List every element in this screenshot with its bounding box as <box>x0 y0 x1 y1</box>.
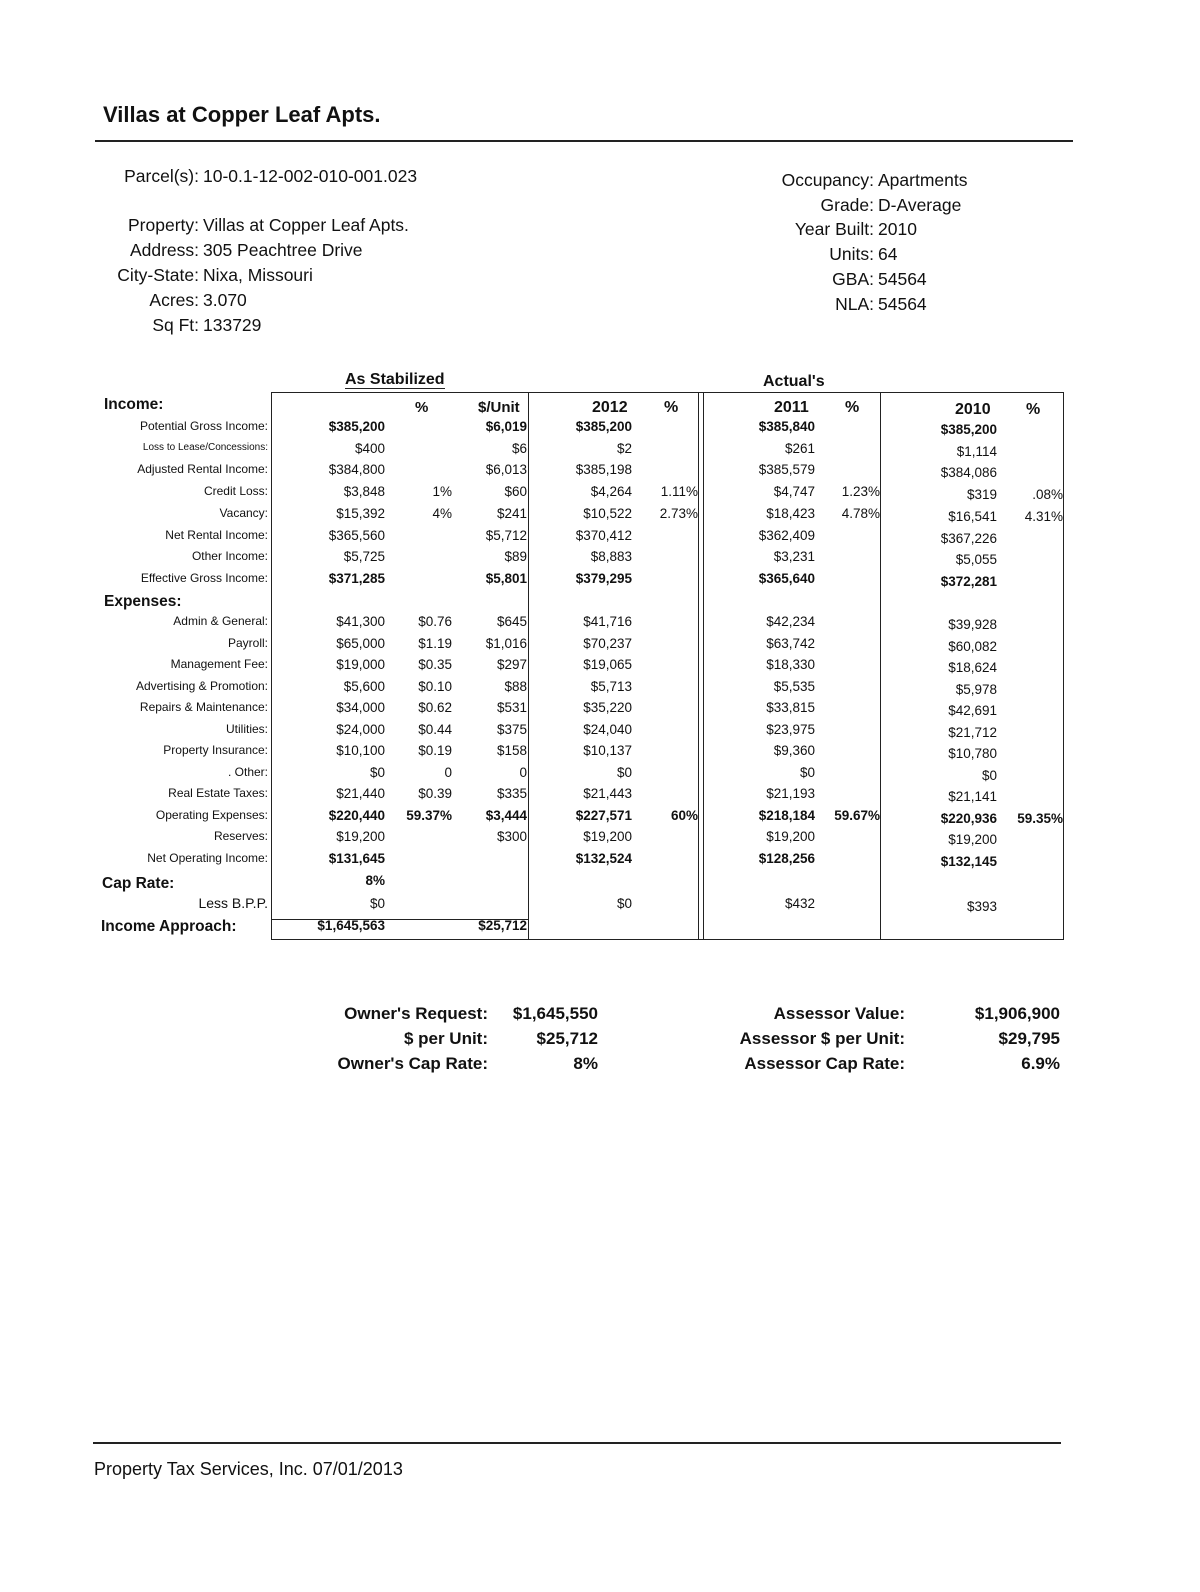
cell-stab: $220,440 <box>328 808 385 823</box>
cell-stab-unit: $375 <box>496 722 527 737</box>
income-approach-label: Income Approach: <box>101 918 237 935</box>
cell-stab-unit: $241 <box>496 506 527 521</box>
cell-stab: $400 <box>354 441 385 456</box>
cell-y2010: $220,936 <box>940 811 997 826</box>
row-label: Property Insurance: <box>163 743 268 757</box>
cell-stab: $19,200 <box>336 829 385 844</box>
cell-y2011-pct: 59.67% <box>834 808 880 823</box>
row-label: Reserves: <box>213 829 268 843</box>
cell-y2010: $42,691 <box>948 703 997 718</box>
cell-y2011: $385,840 <box>758 419 815 434</box>
cell-y2012-pct: 2.73% <box>659 506 698 521</box>
cell-y2012-pct: 60% <box>670 808 698 823</box>
cell-stab-unit: $6 <box>511 441 527 456</box>
grade-value: D-Average <box>878 195 962 215</box>
cell-y2011: $23,975 <box>766 722 815 737</box>
cell-stab: $10,100 <box>336 743 385 758</box>
units-value: 64 <box>878 244 898 264</box>
cell-y2012: $19,065 <box>583 657 632 672</box>
row-label: Net Rental Income: <box>165 528 268 542</box>
cell-y2010: $1,114 <box>956 444 997 459</box>
cell-y2012: $2 <box>616 441 632 456</box>
cell-y2012: $41,716 <box>583 614 632 629</box>
cell-stab: $41,300 <box>336 614 385 629</box>
row-label: Management Fee: <box>170 657 268 671</box>
cell-y2012: $385,198 <box>575 462 632 477</box>
year-built-value: 2010 <box>878 219 917 239</box>
cell-stab-pct: 4% <box>432 506 452 521</box>
cell-stab: $65,000 <box>336 636 385 651</box>
cell-y2011: $3,231 <box>773 549 815 564</box>
nla-value: 54564 <box>878 294 927 314</box>
assessor-value-value: $1,906,900 <box>974 1004 1060 1023</box>
acres-label: Acres: <box>149 290 199 310</box>
row-label: Adjusted Rental Income: <box>137 462 268 476</box>
cell-stab-unit: $5,801 <box>485 571 527 586</box>
cell-y2011: $63,742 <box>766 636 815 651</box>
y2010-header: 2010 <box>955 401 991 418</box>
cell-stab: $15,392 <box>336 506 385 521</box>
cell-y2010: $0 <box>981 768 997 783</box>
income-section-label: Income: <box>104 396 164 413</box>
cell-y2012: $370,412 <box>575 528 632 543</box>
cell-stab-unit: $6,019 <box>485 419 527 434</box>
cell-y2012: $0 <box>616 765 632 780</box>
cell-stab: $365,560 <box>328 528 385 543</box>
row-label: . Other: <box>227 765 268 779</box>
cell-stab-pct: 1% <box>432 484 452 499</box>
cell-y2010: $39,928 <box>948 617 997 632</box>
cell-y2011: $0 <box>799 765 815 780</box>
page-title: Villas at Copper Leaf Apts. <box>103 102 381 127</box>
gba-value: 54564 <box>878 269 927 289</box>
row-label: Effective Gross Income: <box>140 571 268 585</box>
cell-y2010: $5,978 <box>955 682 997 697</box>
y2012-pct-header: % <box>664 399 679 416</box>
cell-stab-pct: $0.19 <box>418 743 452 758</box>
row-label: Credit Loss: <box>203 484 268 498</box>
cell-stab-pct: $0.39 <box>418 786 452 801</box>
cell-y2012: $5,713 <box>590 679 632 694</box>
cell-y2012: $21,443 <box>583 786 632 801</box>
occupancy-label: Occupancy: <box>781 170 874 190</box>
row-label: Admin & General: <box>173 614 268 628</box>
row-label: Advertising & Promotion: <box>135 679 268 693</box>
cell-stab-unit: $88 <box>504 679 527 694</box>
property-value: Villas at Copper Leaf Apts. <box>203 215 409 235</box>
city-state-label: City-State: <box>117 265 199 285</box>
city-state-value: Nixa, Missouri <box>203 265 313 285</box>
assessor-value-label: Assessor Value: <box>773 1004 905 1023</box>
year-built-label: Year Built: <box>794 219 874 239</box>
actuals-header: Actual's <box>763 373 825 390</box>
cell-y2010: $132,145 <box>940 854 997 869</box>
cell-stab-unit: $5,712 <box>485 528 527 543</box>
cell-stab: $5,600 <box>343 679 385 694</box>
owner-per-unit-label: $ per Unit: <box>403 1029 488 1048</box>
cell-y2010: $393 <box>966 899 997 914</box>
cell-stab-pct: $0.35 <box>418 657 452 672</box>
cell-y2010: $5,055 <box>955 552 997 567</box>
owner-cap-rate-label: Owner's Cap Rate: <box>337 1054 488 1073</box>
cell-stab: $19,000 <box>336 657 385 672</box>
cell-stab: $371,285 <box>328 571 385 586</box>
cell-stab-pct: 59.37% <box>406 808 452 823</box>
cell-y2010: $16,541 <box>948 509 997 524</box>
cell-y2011: $362,409 <box>758 528 815 543</box>
cell-stab-unit: $300 <box>496 829 527 844</box>
cell-stab: 8% <box>365 873 385 888</box>
cell-stab-unit: $297 <box>496 657 527 672</box>
cell-stab: $0 <box>369 896 385 911</box>
cell-stab-unit: $89 <box>504 549 527 564</box>
cell-y2011: $218,184 <box>758 808 815 823</box>
cell-y2010-pct: .08% <box>1032 487 1063 502</box>
cell-y2010: $21,712 <box>948 725 997 740</box>
cell-stab: $384,800 <box>328 462 385 477</box>
footer-divider <box>93 1442 1061 1444</box>
cell-y2011: $385,579 <box>758 462 815 477</box>
address-label: Address: <box>129 240 199 260</box>
cell-stab-unit: $3,444 <box>485 808 527 823</box>
cell-y2012: $132,524 <box>575 851 632 866</box>
title-divider <box>95 140 1073 142</box>
sqft-label: Sq Ft: <box>152 315 199 335</box>
row-label: Operating Expenses: <box>155 808 268 822</box>
cell-y2012: $10,137 <box>583 743 632 758</box>
cell-y2012: $10,522 <box>583 506 632 521</box>
assessor-per-unit-label: Assessor $ per Unit: <box>739 1029 905 1048</box>
cell-y2012-pct: 1.11% <box>660 484 698 499</box>
assessor-per-unit-value: $29,795 <box>998 1029 1060 1048</box>
cell-stab-unit: $6,013 <box>485 462 527 477</box>
cell-stab-unit: $335 <box>496 786 527 801</box>
row-label: Vacancy: <box>219 506 268 520</box>
owner-per-unit-value: $25,712 <box>536 1029 598 1048</box>
cell-y2011: $9,360 <box>773 743 815 758</box>
row-label: Payroll: <box>227 636 268 650</box>
cell-stab-unit: $158 <box>496 743 527 758</box>
cell-y2010: $10,780 <box>948 746 997 761</box>
cell-stab-pct: $0.44 <box>418 722 452 737</box>
cell-stab: $24,000 <box>336 722 385 737</box>
assessor-cap-rate-label: Assessor Cap Rate: <box>744 1054 905 1073</box>
cell-y2012: $0 <box>616 896 632 911</box>
nla-label: NLA: <box>835 294 874 314</box>
cell-y2011: $365,640 <box>758 571 815 586</box>
cell-y2010-pct: 4.31% <box>1024 509 1063 524</box>
cell-stab: $3,848 <box>343 484 385 499</box>
cell-stab: $0 <box>369 765 385 780</box>
expenses-section-label: Expenses: <box>104 593 182 610</box>
cell-stab-pct: $0.76 <box>418 614 452 629</box>
parcel-label: Parcel(s): <box>124 166 199 186</box>
cell-stab-pct: $1.19 <box>418 636 452 651</box>
cell-stab: $21,440 <box>336 786 385 801</box>
row-label: Less B.P.P. <box>198 895 268 911</box>
owner-request-value: $1,645,550 <box>512 1004 598 1023</box>
cell-y2012: $8,883 <box>590 549 632 564</box>
row-label: Loss to Lease/Concessions: <box>142 442 268 453</box>
y2010-pct-header: % <box>1026 401 1041 418</box>
assessor-cap-rate-value: 6.9% <box>1021 1054 1060 1073</box>
row-label: Real Estate Taxes: <box>168 786 268 800</box>
cell-stab-pct: $0.10 <box>418 679 452 694</box>
cell-y2011: $42,234 <box>766 614 815 629</box>
cell-y2012: $19,200 <box>583 829 632 844</box>
cell-y2010: $21,141 <box>948 789 997 804</box>
cell-y2011: $18,330 <box>766 657 815 672</box>
cell-y2010: $60,082 <box>948 639 997 654</box>
cell-y2011: $18,423 <box>766 506 815 521</box>
cell-y2012: $385,200 <box>575 419 632 434</box>
occupancy-value: Apartments <box>878 170 968 190</box>
stab-pct-header: % <box>415 399 429 416</box>
cell-y2011: $19,200 <box>766 829 815 844</box>
row-label: Utilities: <box>225 722 268 736</box>
cell-y2010: $18,624 <box>948 660 997 675</box>
cell-y2011: $21,193 <box>766 786 815 801</box>
address-value: 305 Peachtree Drive <box>203 240 363 260</box>
cell-y2011-pct: 1.23% <box>841 484 880 499</box>
cell-y2012: $4,264 <box>590 484 632 499</box>
row-label: Net Operating Income: <box>147 851 268 865</box>
row-label: Potential Gross Income: <box>139 419 268 433</box>
cell-y2012: $70,237 <box>583 636 632 651</box>
cell-stab-unit: $645 <box>496 614 527 629</box>
cell-y2012: $379,295 <box>575 571 632 586</box>
cell-stab-unit: $60 <box>504 484 527 499</box>
cell-stab-unit: $531 <box>496 700 527 715</box>
cell-y2012: $24,040 <box>583 722 632 737</box>
property-label: Property: <box>128 215 199 235</box>
cell-y2010: $367,226 <box>940 531 997 546</box>
cell-y2011: $4,747 <box>773 484 815 499</box>
cell-y2011: $128,256 <box>758 851 815 866</box>
row-label: Other Income: <box>191 549 268 563</box>
units-label: Units: <box>829 244 874 264</box>
cell-y2010: $384,086 <box>940 465 997 480</box>
cell-stab-unit: $1,016 <box>485 636 527 651</box>
sqft-value: 133729 <box>203 315 262 335</box>
stab-unit-header: $/Unit <box>478 399 520 416</box>
parcel-value: 10-0.1-12-002-010-001.023 <box>203 166 418 186</box>
cell-y2012: $227,571 <box>575 808 632 823</box>
gba-label: GBA: <box>832 269 874 289</box>
as-stabilized-header: As Stabilized <box>345 371 445 388</box>
acres-value: 3.070 <box>203 290 247 310</box>
cell-stab: $131,645 <box>328 851 385 866</box>
cell-stab-unit: 0 <box>519 765 527 780</box>
cell-stab: $5,725 <box>343 549 385 564</box>
cell-stab: $1,645,563 <box>317 918 385 933</box>
owner-cap-rate-value: 8% <box>573 1054 598 1073</box>
cell-stab: $385,200 <box>328 419 385 434</box>
owner-request-label: Owner's Request: <box>344 1004 488 1023</box>
cell-y2011-pct: 4.78% <box>841 506 880 521</box>
cell-stab-pct: $0.62 <box>418 700 452 715</box>
cell-y2012: $35,220 <box>583 700 632 715</box>
cell-stab-pct: 0 <box>444 765 452 780</box>
cell-y2011: $261 <box>784 441 815 456</box>
cell-y2010-pct: 59.35% <box>1017 811 1063 826</box>
grade-label: Grade: <box>820 195 874 215</box>
cell-stab-unit: $25,712 <box>478 918 527 933</box>
cell-y2010: $372,281 <box>940 574 997 589</box>
row-label: Repairs & Maintenance: <box>139 700 268 714</box>
y2011-header: 2011 <box>774 399 809 416</box>
cell-y2011: $432 <box>784 896 815 911</box>
cell-y2011: $33,815 <box>766 700 815 715</box>
cell-y2010: $19,200 <box>948 832 997 847</box>
cap-rate-section-label: Cap Rate: <box>102 875 175 892</box>
cell-y2011: $5,535 <box>773 679 815 694</box>
cell-y2010: $385,200 <box>940 422 997 437</box>
cell-stab: $34,000 <box>336 700 385 715</box>
cell-y2010: $319 <box>966 487 997 502</box>
y2012-header: 2012 <box>592 399 628 416</box>
y2011-pct-header: % <box>845 399 860 416</box>
footer-text: Property Tax Services, Inc. 07/01/2013 <box>94 1459 403 1479</box>
